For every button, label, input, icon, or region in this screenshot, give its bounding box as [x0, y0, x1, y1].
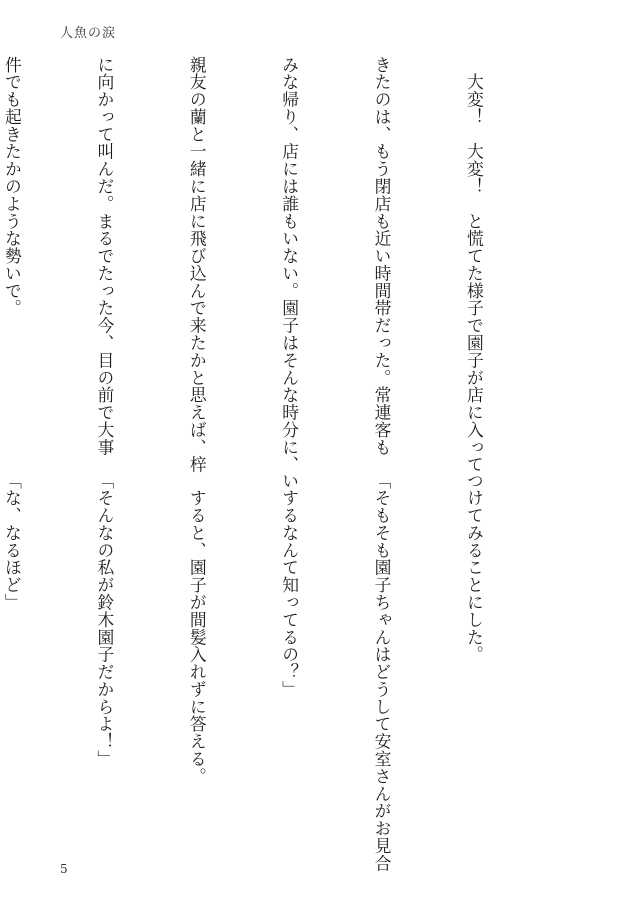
running-header: 人魚の涙 — [60, 26, 117, 41]
text-column: すると、園子が間髪入れずに答える。 — [187, 472, 208, 786]
text-column: 件でも起きたかのような勢いで。 — [2, 56, 23, 317]
bottom-text-block — [2, 472, 551, 872]
text-column: いするなんて知ってるの？」 — [279, 472, 300, 699]
text-column: 「な、なるほど」 — [2, 472, 23, 612]
text-column: 「そもそも園子ちゃんはどうして安室さんがお見合 — [372, 472, 393, 872]
text-column: みな帰り、店には誰もいない。園子はそんな時分に、 — [279, 56, 300, 474]
text-column: 「そんなの私が鈴木園子だからよ！」 — [94, 472, 115, 768]
top-text-block — [2, 56, 551, 474]
text-column: に向かって叫んだ。まるでたった今、目の前で大事 — [94, 56, 115, 456]
text-column: きたのは、もう閉店も近い時間帯だった。常連客も — [372, 56, 393, 456]
text-column: つけてみることにした。 — [464, 472, 485, 664]
text-column: 親友の蘭と一緒に店に飛び込んで来たかと思えば、梓 — [187, 56, 208, 474]
page-number: 5 — [60, 862, 68, 876]
text-column: 大変！ 大変！ と慌てた様子で園子が店に入って — [464, 56, 485, 474]
